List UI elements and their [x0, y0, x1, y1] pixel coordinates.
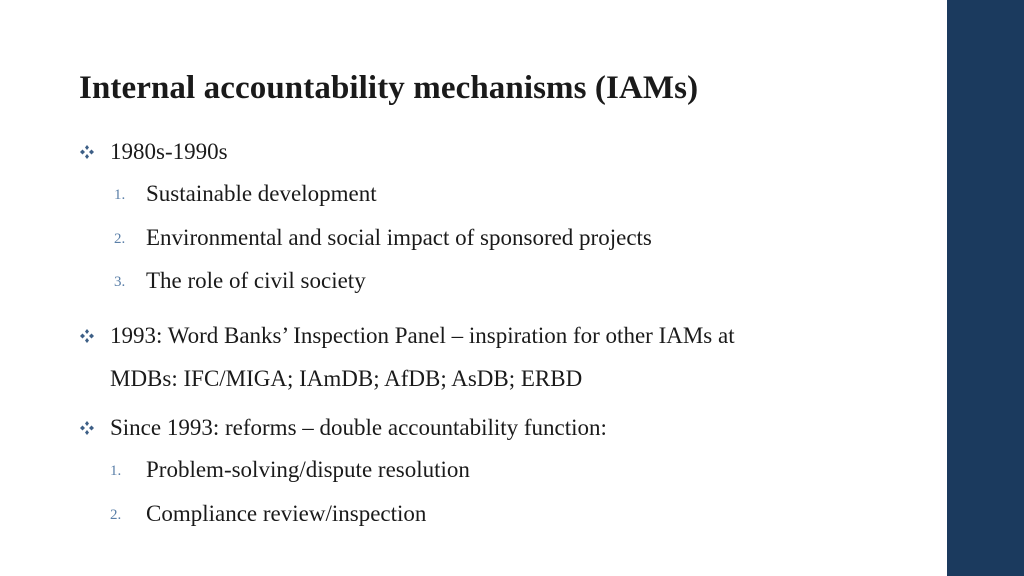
- bullet-text: Since 1993: reforms – double accountability function:: [110, 415, 607, 440]
- list-item-text: Environmental and social impact of sponsored projects: [146, 225, 652, 250]
- side-accent-band: [947, 0, 1024, 576]
- diamond-cluster-icon: [79, 144, 95, 160]
- slide-title: Internal accountability mechanisms (IAMs): [79, 70, 699, 106]
- diamond-cluster-icon: [79, 328, 95, 344]
- list-number: 2.: [110, 507, 122, 523]
- list-item-text: Compliance review/inspection: [146, 501, 427, 526]
- bullet-text-line2: MDBs: IFC/MIGA; IAmDB; AfDB; AsDB; ERBD: [110, 366, 583, 391]
- list-item-text: The role of civil society: [146, 268, 366, 293]
- bullet-text: 1980s-1990s: [110, 139, 228, 164]
- bullet-text-line1: 1993: Word Banks’ Inspection Panel – inspiration for other IAMs at: [110, 323, 735, 348]
- diamond-cluster-icon: [79, 420, 95, 436]
- list-number: 1.: [114, 187, 126, 203]
- list-item-text: Sustainable development: [146, 181, 377, 206]
- list-number: 3.: [114, 274, 126, 290]
- list-item-text: Problem-solving/dispute resolution: [146, 457, 470, 482]
- list-number: 1.: [110, 463, 122, 479]
- list-number: 2.: [114, 231, 126, 247]
